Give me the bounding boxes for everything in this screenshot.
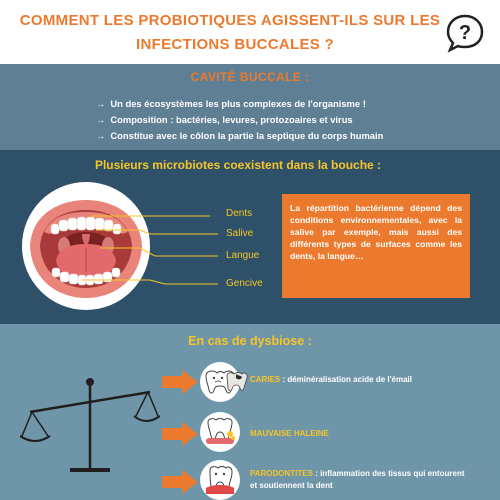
oral-cavity-title: CAVITÉ BUCCALE : [190,70,310,84]
mouth-illustration [22,182,150,310]
bacterial-distribution-note: La répartition bactérienne dépend des conditions environnementales, avec la salive par exemple, mais aussi des différents types de surfaces comme les dents, la langue… [282,194,470,298]
label-teeth: Dents [226,208,253,219]
arrow-right-icon [162,422,198,446]
header [0,0,500,64]
label-tongue: Langue [226,250,260,261]
list-item-text: Un des écosystèmes les plus complexes de l'organisme ! [110,98,366,109]
unbalanced-scale-icon [20,370,160,480]
arrow-right-icon [162,370,198,394]
dysbiosis-item-periodontitis [250,468,465,492]
decayed-tooth-icon [224,368,250,394]
list-item [96,128,383,144]
arrow-right-icon [162,470,198,494]
bad-breath-keyword: MAUVAISE HALEINE [250,429,329,438]
label-saliva: Salive [226,228,254,239]
caries-description: : déminéralisation acide de l'émail [280,375,412,384]
oral-cavity-section [0,64,500,150]
periodontitis-keyword: PARODONTITES [250,469,313,478]
dysbiosis-item-caries [250,374,412,386]
dysbiosis-section [0,324,500,500]
label-gum: Gencive [226,278,263,289]
question-bubble-icon [444,12,486,54]
open-mouth-icon [22,182,150,310]
oral-cavity-list [96,96,383,144]
periodontitis-description-line2: et soutiennent la dent [250,481,333,490]
page-title-line2: INFECTIONS BUCCALES ? [136,36,334,53]
gum-inflammation-icon [200,460,240,500]
periodontitis-description: : inflammation des tissus qui entourent [312,469,465,478]
dysbiosis-item-bad-breath [250,428,329,440]
list-item [96,96,383,112]
arrow-right-icon: → [96,130,106,141]
caries-keyword: CARIES [250,375,281,384]
arrow-right-icon: → [96,98,106,109]
list-item-text: Composition : bactéries, levures, protozoaires et virus [110,114,353,125]
microbiota-section [0,150,500,324]
dysbiosis-title: En cas de dysbiose : [188,334,312,348]
microbiota-title: Plusieurs microbiotes coexistent dans la bouche : [94,158,382,172]
page-title-line1: COMMENT LES PROBIOTIQUES AGISSENT-ILS SUR LES [19,12,441,29]
svg-text:?: ? [458,22,472,44]
bad-breath-icon [200,412,240,452]
list-item [96,112,383,128]
list-item-text: Constitue avec le côlon la partie la septique du corps humain [110,130,384,141]
arrow-right-icon: → [96,114,106,125]
